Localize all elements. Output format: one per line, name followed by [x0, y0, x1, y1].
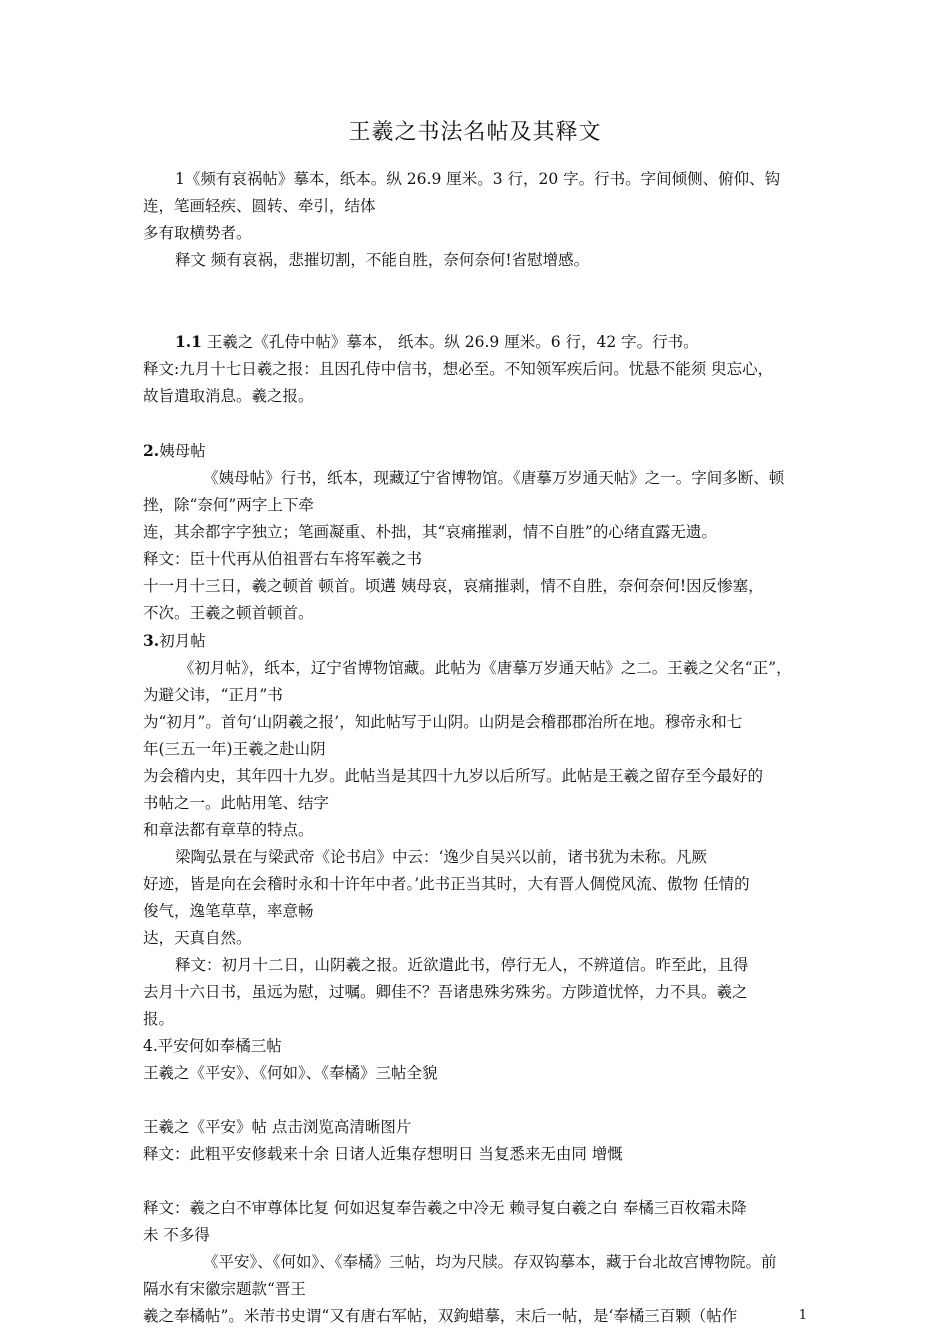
text-line: 未 不多得	[143, 1226, 210, 1244]
text-line: 释文：臣十代再从伯祖晋右车将军羲之书	[143, 550, 423, 568]
text-line: 梁陶弘景在与梁武帝《论书启》中云：‘逸少自吴兴以前，诸书犹为未称。凡厥	[175, 848, 707, 866]
text-line: 去月十六日书，虽远为慰，过嘱。卿佳不？吾诸患殊劣殊劣。方陟道忧悴，力不具。羲之	[143, 983, 748, 1001]
section-title: 姨母帖	[159, 442, 206, 460]
text-line: 年(三五一年)王羲之赴山阴	[143, 740, 326, 758]
blank-line	[143, 1168, 810, 1195]
text-line: 隔水有宋徽宗题款“晋王	[143, 1280, 306, 1298]
text-line: 释文：此粗平安修载来十余 日诸人近集存想明日 当复悉来无由同 增慨	[143, 1145, 623, 1163]
text-line: 为“初月”。首句‘山阴羲之报’，知此帖写于山阴。山阴是会稽郡郡治所在地。穆帝永和七	[143, 713, 743, 731]
text-line: 俊气，逸笔草草，率意畅	[143, 902, 314, 920]
text-line: 连，笔画轻疾、圆转、牵引，结体	[143, 197, 376, 215]
text-line: 书帖之一。此帖用笔、结字	[143, 794, 330, 812]
section-heading-3	[143, 627, 810, 655]
text-line: 为会稽内史，其年四十九岁。此帖当是其四十九岁以后所写。此帖是王羲之留存至今最好的	[143, 767, 764, 785]
text-line: 报。	[143, 1010, 175, 1028]
section-heading-2	[143, 437, 810, 465]
text-line: 释文：初月十二日，山阴羲之报。近欲遣此书，停行无人，不辨道信。昨至此，且得	[175, 956, 749, 974]
section-number: 2.	[143, 441, 160, 460]
text-line: 好迹，皆是向在会稽时永和十许年中者。’此书正当其时，大有晋人倜傥风流、傲物 任情的	[143, 875, 750, 893]
document-body	[143, 166, 810, 1330]
text-line: 释文 频有哀祸，悲摧切割，不能自胜，奈何奈何!省慰增感。	[175, 251, 590, 269]
text-line: 和章法都有章草的特点。	[143, 821, 314, 839]
text-line: 王羲之《孔侍中帖》摹本， 纸本。纵 26.9 厘米。6 行，42 字。行书。	[201, 333, 699, 351]
text-line: 1《频有哀祸帖》摹本，纸本。纵 26.9 厘米。3 行，20 字。行书。字间倾侧、俯仰、钩	[175, 170, 781, 188]
section-title: 初月帖	[159, 632, 206, 650]
text-line: 王羲之《平安》帖 点击浏览高清晰图片	[143, 1118, 412, 1136]
text-line: 十一月十三日，羲之顿首 顿首。顷遘 姨母哀，哀痛摧剥，情不自胜，奈何奈何!因反惨塞，	[143, 577, 764, 595]
blank-line	[143, 1087, 810, 1114]
page-title: 王羲之书法名帖及其释文	[348, 120, 602, 145]
text-line: 释文:九月十七日羲之报：且因孔侍中信书，想必至。不知领军疾后问。忧悬不能须 臾忘心，	[143, 360, 774, 378]
text-line: 故旨遣取消息。羲之报。	[143, 387, 314, 405]
text-line: 多有取横势者。	[143, 224, 252, 242]
blank-line	[143, 301, 810, 328]
blank-line	[143, 410, 810, 437]
text-line: 《姨母帖》行书，纸本，现藏辽宁省博物馆。《唐摹万岁通天帖》之一。字间多断、顿	[203, 469, 785, 487]
section-heading-4: 4.平安何如奉橘三帖	[143, 1037, 282, 1055]
text-line: 羲之奉橘帖”。米芾书史谓“又有唐右军帖，双鉤蜡摹，末后一帖，是‘奉橘三百颗（帖作	[143, 1307, 738, 1325]
text-line: 连，其余都字字独立；笔画凝重、朴拙，其“哀痛摧剥，情不自胜”的心绪直露无遗。	[143, 523, 717, 541]
text-line: 不次。王羲之顿首顿首。	[143, 604, 314, 622]
blank-line	[143, 274, 810, 301]
text-line: 王羲之《平安》、《何如》、《奉橘》三帖全貌	[143, 1064, 438, 1082]
section-number: 1.1	[175, 332, 202, 351]
text-line: 《初月帖》，纸本，辽宁省博物馆藏。此帖为《唐摹万岁通天帖》之二。王羲之父名“正”，	[179, 659, 792, 677]
text-line: 为避父讳，“正月”书	[143, 686, 283, 704]
text-line: 达，天真自然。	[143, 929, 252, 947]
section-number: 3.	[143, 631, 160, 650]
text-line: 释文：羲之白不审尊体比复 何如迟复奉告羲之中冷无 赖寻复白羲之白 奉橘三百枚霜未降	[143, 1199, 747, 1217]
page-number: 1	[798, 1308, 807, 1323]
text-line: 挫，除“奈何”两字上下牵	[143, 496, 314, 514]
text-line: 《平安》、《何如》、《奉橘》三帖，均为尺牍。存双钩摹本，藏于台北故宫博物院。前	[203, 1253, 777, 1271]
section-heading-1-1	[143, 328, 810, 356]
